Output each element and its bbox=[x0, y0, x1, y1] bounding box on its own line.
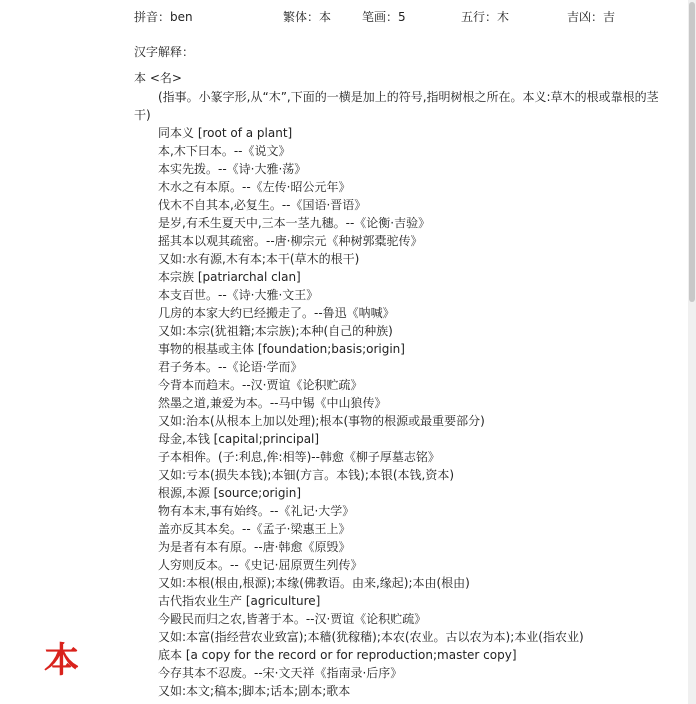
definition-line: 今毆民而归之农,皆著于本。--汉·贾谊《论积贮疏》 bbox=[158, 612, 427, 626]
entry-head: 本 <名> bbox=[134, 71, 182, 85]
five-elements-field: 五行：木 bbox=[461, 10, 510, 24]
definition-line: 物有本末,事有始终。--《礼记·大学》 bbox=[158, 504, 355, 518]
scrollbar[interactable] bbox=[688, 0, 696, 704]
definition-line: 人穷则反本。--《史记·屈原贾生列传》 bbox=[158, 558, 363, 572]
definition-line: 又如:水有源,木有本;本干(草木的根干) bbox=[158, 252, 360, 266]
definition-line: 根源,本源 [source;origin] bbox=[158, 486, 302, 500]
definition-line: 事物的根基或主体 [foundation;basis;origin] bbox=[158, 342, 405, 356]
definition-line: 几房的本家大约已经搬走了。--鲁迅《呐喊》 bbox=[158, 306, 395, 320]
definition-line: 又如:亏本(损失本钱);本钿(方言。本钱);本银(本钱,资本) bbox=[158, 468, 455, 482]
definition-line: 子本相侔。(子:利息,侔:相等)--韩愈《柳子厚墓志铭》 bbox=[158, 450, 440, 464]
char-info-header bbox=[134, 9, 674, 25]
definition-line: 伐木不自其本,必复生。--《国语·晋语》 bbox=[158, 198, 367, 212]
entry-intro: (指事。小篆字形,从“木”,下面的一横是加上的符号,指明树根之所在。本义:草木的根或靠根的茎干) bbox=[134, 90, 659, 122]
big-character: 本 bbox=[44, 641, 80, 681]
definition-line: 今存其本不忍废。--宋·文天祥《指南录·后序》 bbox=[158, 666, 403, 680]
definition-line: 又如:本宗(犹祖籍;本宗族);本种(自己的种族) bbox=[158, 324, 393, 338]
pinyin-field: 拼音：ben bbox=[134, 10, 193, 24]
definition-line: 摇其本以观其疏密。--唐·柳宗元《种树郭橐驼传》 bbox=[158, 234, 423, 248]
definition-line: 为是者有本有原。--唐·韩愈《原毁》 bbox=[158, 540, 351, 554]
definition-list bbox=[158, 124, 678, 700]
definition-line: 君子务本。--《论语·学而》 bbox=[158, 360, 303, 374]
definition-line: 今背本而趋末。--汉·贾谊《论积贮疏》 bbox=[158, 378, 363, 392]
definition-line: 又如:本文;稿本;脚本;话本;剧本;歌本 bbox=[158, 684, 351, 698]
fortune-field: 吉凶：吉 bbox=[567, 10, 616, 24]
definition-line: 又如:治本(从根本上加以处理);根本(事物的根源或最重要部分) bbox=[158, 414, 485, 428]
definition-line: 是岁,有禾生夏天中,三本一茎九穗。--《论衡·吉验》 bbox=[158, 216, 431, 230]
section-label: 汉字解释： bbox=[134, 45, 195, 59]
definition-line: 本宗族 [patriarchal clan] bbox=[158, 270, 301, 284]
definition-line: 本支百世。--《诗·大雅·文王》 bbox=[158, 288, 319, 302]
definition-line: 母金,本钱 [capital;principal] bbox=[158, 432, 320, 446]
definition-line: 同本义 [root of a plant] bbox=[158, 126, 293, 140]
definition-line: 本实先拨。--《诗·大雅·荡》 bbox=[158, 162, 307, 176]
definition-line: 木水之有本原。--《左传·昭公元年》 bbox=[158, 180, 351, 194]
definition-line: 然墨之道,兼爱为本。--马中锡《中山狼传》 bbox=[158, 396, 387, 410]
scrollbar-thumb[interactable] bbox=[689, 2, 695, 302]
traditional-field: 繁体：本 bbox=[283, 10, 332, 24]
stroke-count-field: 笔画：5 bbox=[362, 10, 406, 24]
definition-line: 底本 [a copy for the record or for reproduction;master copy] bbox=[158, 648, 517, 662]
definition-line: 本,木下曰本。--《说文》 bbox=[158, 144, 291, 158]
definition-line: 古代指农业生产 [agriculture] bbox=[158, 594, 321, 608]
definition-line: 又如:本根(根由,根源);本缘(佛教语。由来,缘起);本由(根由) bbox=[158, 576, 470, 590]
definition-line: 又如:本富(指经营农业致富);本穑(犹稼穑);本农(农业。古以农为本);本业(指农业) bbox=[158, 630, 584, 644]
definition-line: 盖亦反其本矣。--《孟子·梁惠王上》 bbox=[158, 522, 351, 536]
